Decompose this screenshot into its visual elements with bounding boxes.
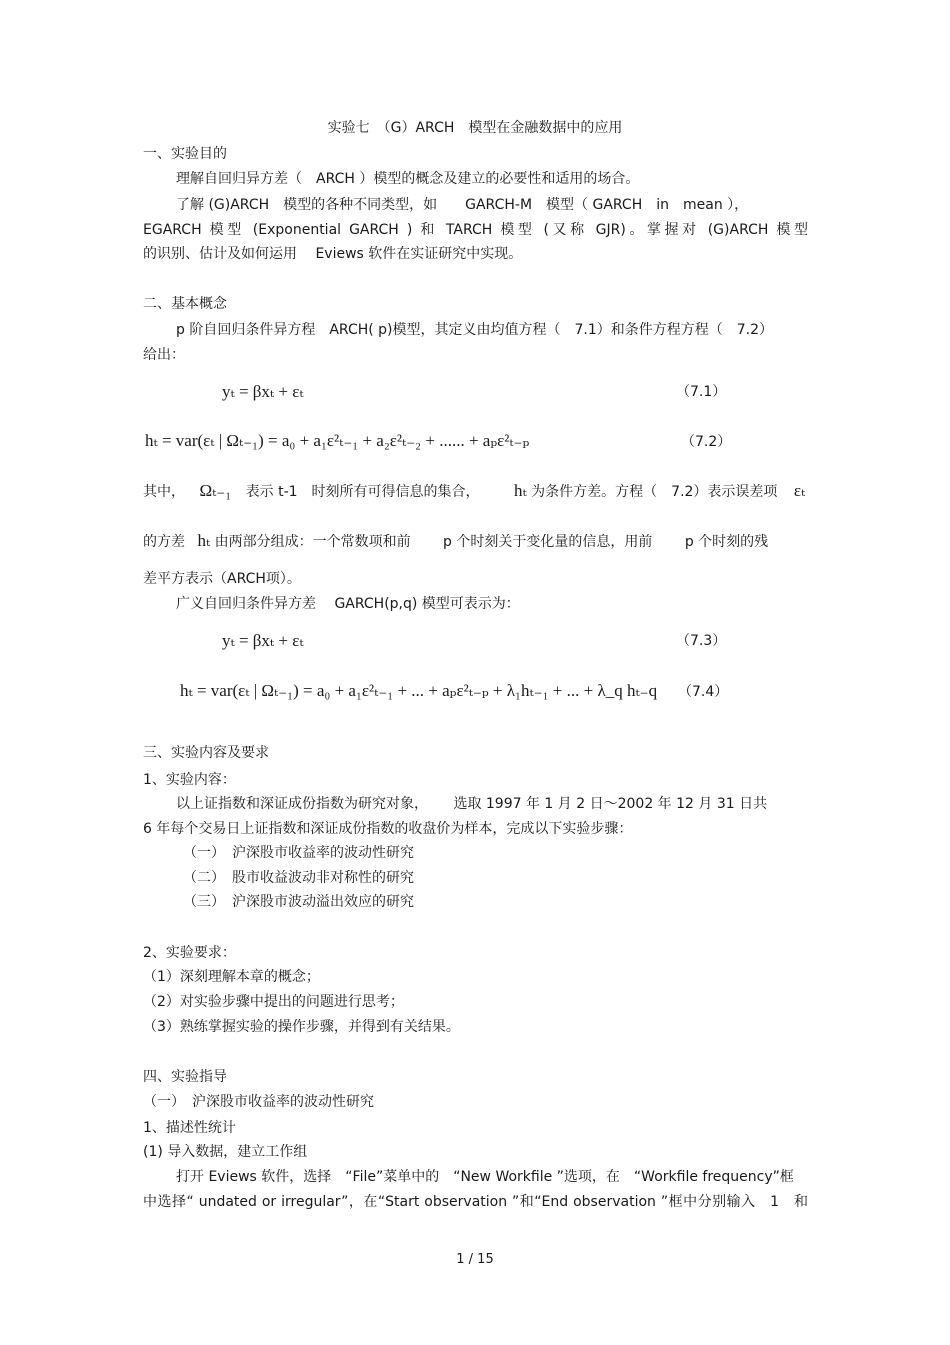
paragraph: 以上证指数和深证成份指数为研究对象， 选取 1997 年 1 月 2 日～2002 年 12 月 31 日共: [176, 796, 768, 812]
equation-number: （7.2）: [681, 434, 732, 450]
subheading: 2、实验要求：: [143, 945, 236, 961]
paragraph: 打开 Eviews 软件，选择 “File”菜单中的 “New Workfile ”选项，在 “Workfile frequency”框: [176, 1169, 794, 1185]
paragraph: 差平方表示（ARCH项）。: [143, 571, 301, 587]
section1-heading: 一、实验目的: [143, 146, 227, 162]
list-item: （1）深刻理解本章的概念；: [143, 969, 320, 985]
list-item: (1) 导入数据，建立工作组: [143, 1144, 308, 1160]
section2-heading: 二、基本概念: [143, 296, 227, 312]
section3-heading: 三、实验内容及要求: [143, 745, 269, 761]
list-item: （三） 沪深股市波动溢出效应的研究: [183, 894, 414, 910]
equation-7-4: hₜ = var(εₜ | Ωₜ₋₁) = a₀ + a₁ε²ₜ₋₁ + ... + aₚε²ₜ₋ₚ + λ₁hₜ₋₁ + ... + λ_q hₜ₋q: [180, 681, 658, 700]
paragraph: EGARCH 模型 (Exponential GARCH ) 和 TARCH 模型 (又称 GJR)。掌握对 (G)ARCH 模型: [143, 222, 808, 238]
paragraph: 理解自回归异方差（ ARCH ）模型的概念及建立的必要性和适用的场合。: [176, 171, 640, 187]
text-segment: 由两部分组成：一个常数项和前 p 个时刻关于变化量的信息，用前 p 个时刻的残: [214, 534, 769, 550]
h-symbol: hₜ: [514, 481, 527, 500]
paragraph: 的识别、估计及如何运用 Eviews 软件在实证研究中实现。: [143, 246, 523, 262]
list-item: （2）对实验步骤中提出的问题进行思考；: [143, 994, 404, 1010]
equation-number: （7.4）: [678, 684, 729, 700]
subheading: （一） 沪深股市收益率的波动性研究: [143, 1094, 374, 1110]
paragraph: p 阶自回归条件异方程 ARCH( p)模型，其定义由均值方程（ 7.1）和条件方程方程（ 7.2）: [176, 322, 774, 338]
equation-7-3: yₜ = βxₜ + εₜ: [222, 631, 304, 650]
paragraph: 了解 (G)ARCH 模型的各种不同类型，如 GARCH-M 模型（ GARCH in mean ），: [176, 197, 749, 213]
paragraph: 6 年每个交易日上证指数和深证成份指数的收盘价为样本，完成以下实验步骤：: [143, 821, 633, 837]
page-number: 1 / 15: [456, 1252, 494, 1267]
text-segment: 表示 t-1 时刻所有可得信息的集合，: [245, 484, 480, 500]
h-symbol: hₜ: [197, 531, 211, 550]
text-segment: 为条件方差。方程（ 7.2）表示误差项: [531, 484, 778, 500]
list-item: （一） 沪深股市收益率的波动性研究: [183, 845, 414, 861]
paragraph: 给出：: [143, 347, 185, 363]
section4-heading: 四、实验指导: [143, 1069, 227, 1085]
paragraph: [143, 482, 808, 501]
omega-symbol: Ωₜ₋₁: [199, 481, 232, 500]
equation-number: （7.3）: [676, 633, 727, 649]
equation-7-1: yₜ = βxₜ + εₜ: [222, 382, 304, 401]
paragraph: 中选择“ undated or irregular”，在“Start observation ”和“End observation ”框中分别输入 1 和: [143, 1194, 808, 1210]
list-item: （3）熟练掌握实验的操作步骤，并得到有关结果。: [143, 1019, 460, 1035]
text-segment: 其中，: [143, 484, 185, 500]
paragraph: [143, 532, 808, 551]
epsilon-symbol: εₜ: [793, 481, 806, 500]
subheading: 1、描述性统计: [143, 1120, 236, 1136]
list-item: （二） 股市收益波动非对称性的研究: [183, 870, 414, 886]
subheading: 1、实验内容：: [143, 772, 236, 788]
document-title: 实验七 （G）ARCH 模型在金融数据中的应用: [327, 120, 623, 136]
paragraph: 广义自回归条件异方差 GARCH(p,q) 模型可表示为：: [176, 596, 520, 612]
equation-7-2: hₜ = var(εₜ | Ωₜ₋₁) = a₀ + a₁ε²ₜ₋₁ + a₂ε²ₜ₋₂ + ...... + aₚε²ₜ₋ₚ: [145, 431, 530, 450]
text-segment: 的方差: [143, 534, 185, 550]
equation-number: （7.1）: [676, 384, 727, 400]
